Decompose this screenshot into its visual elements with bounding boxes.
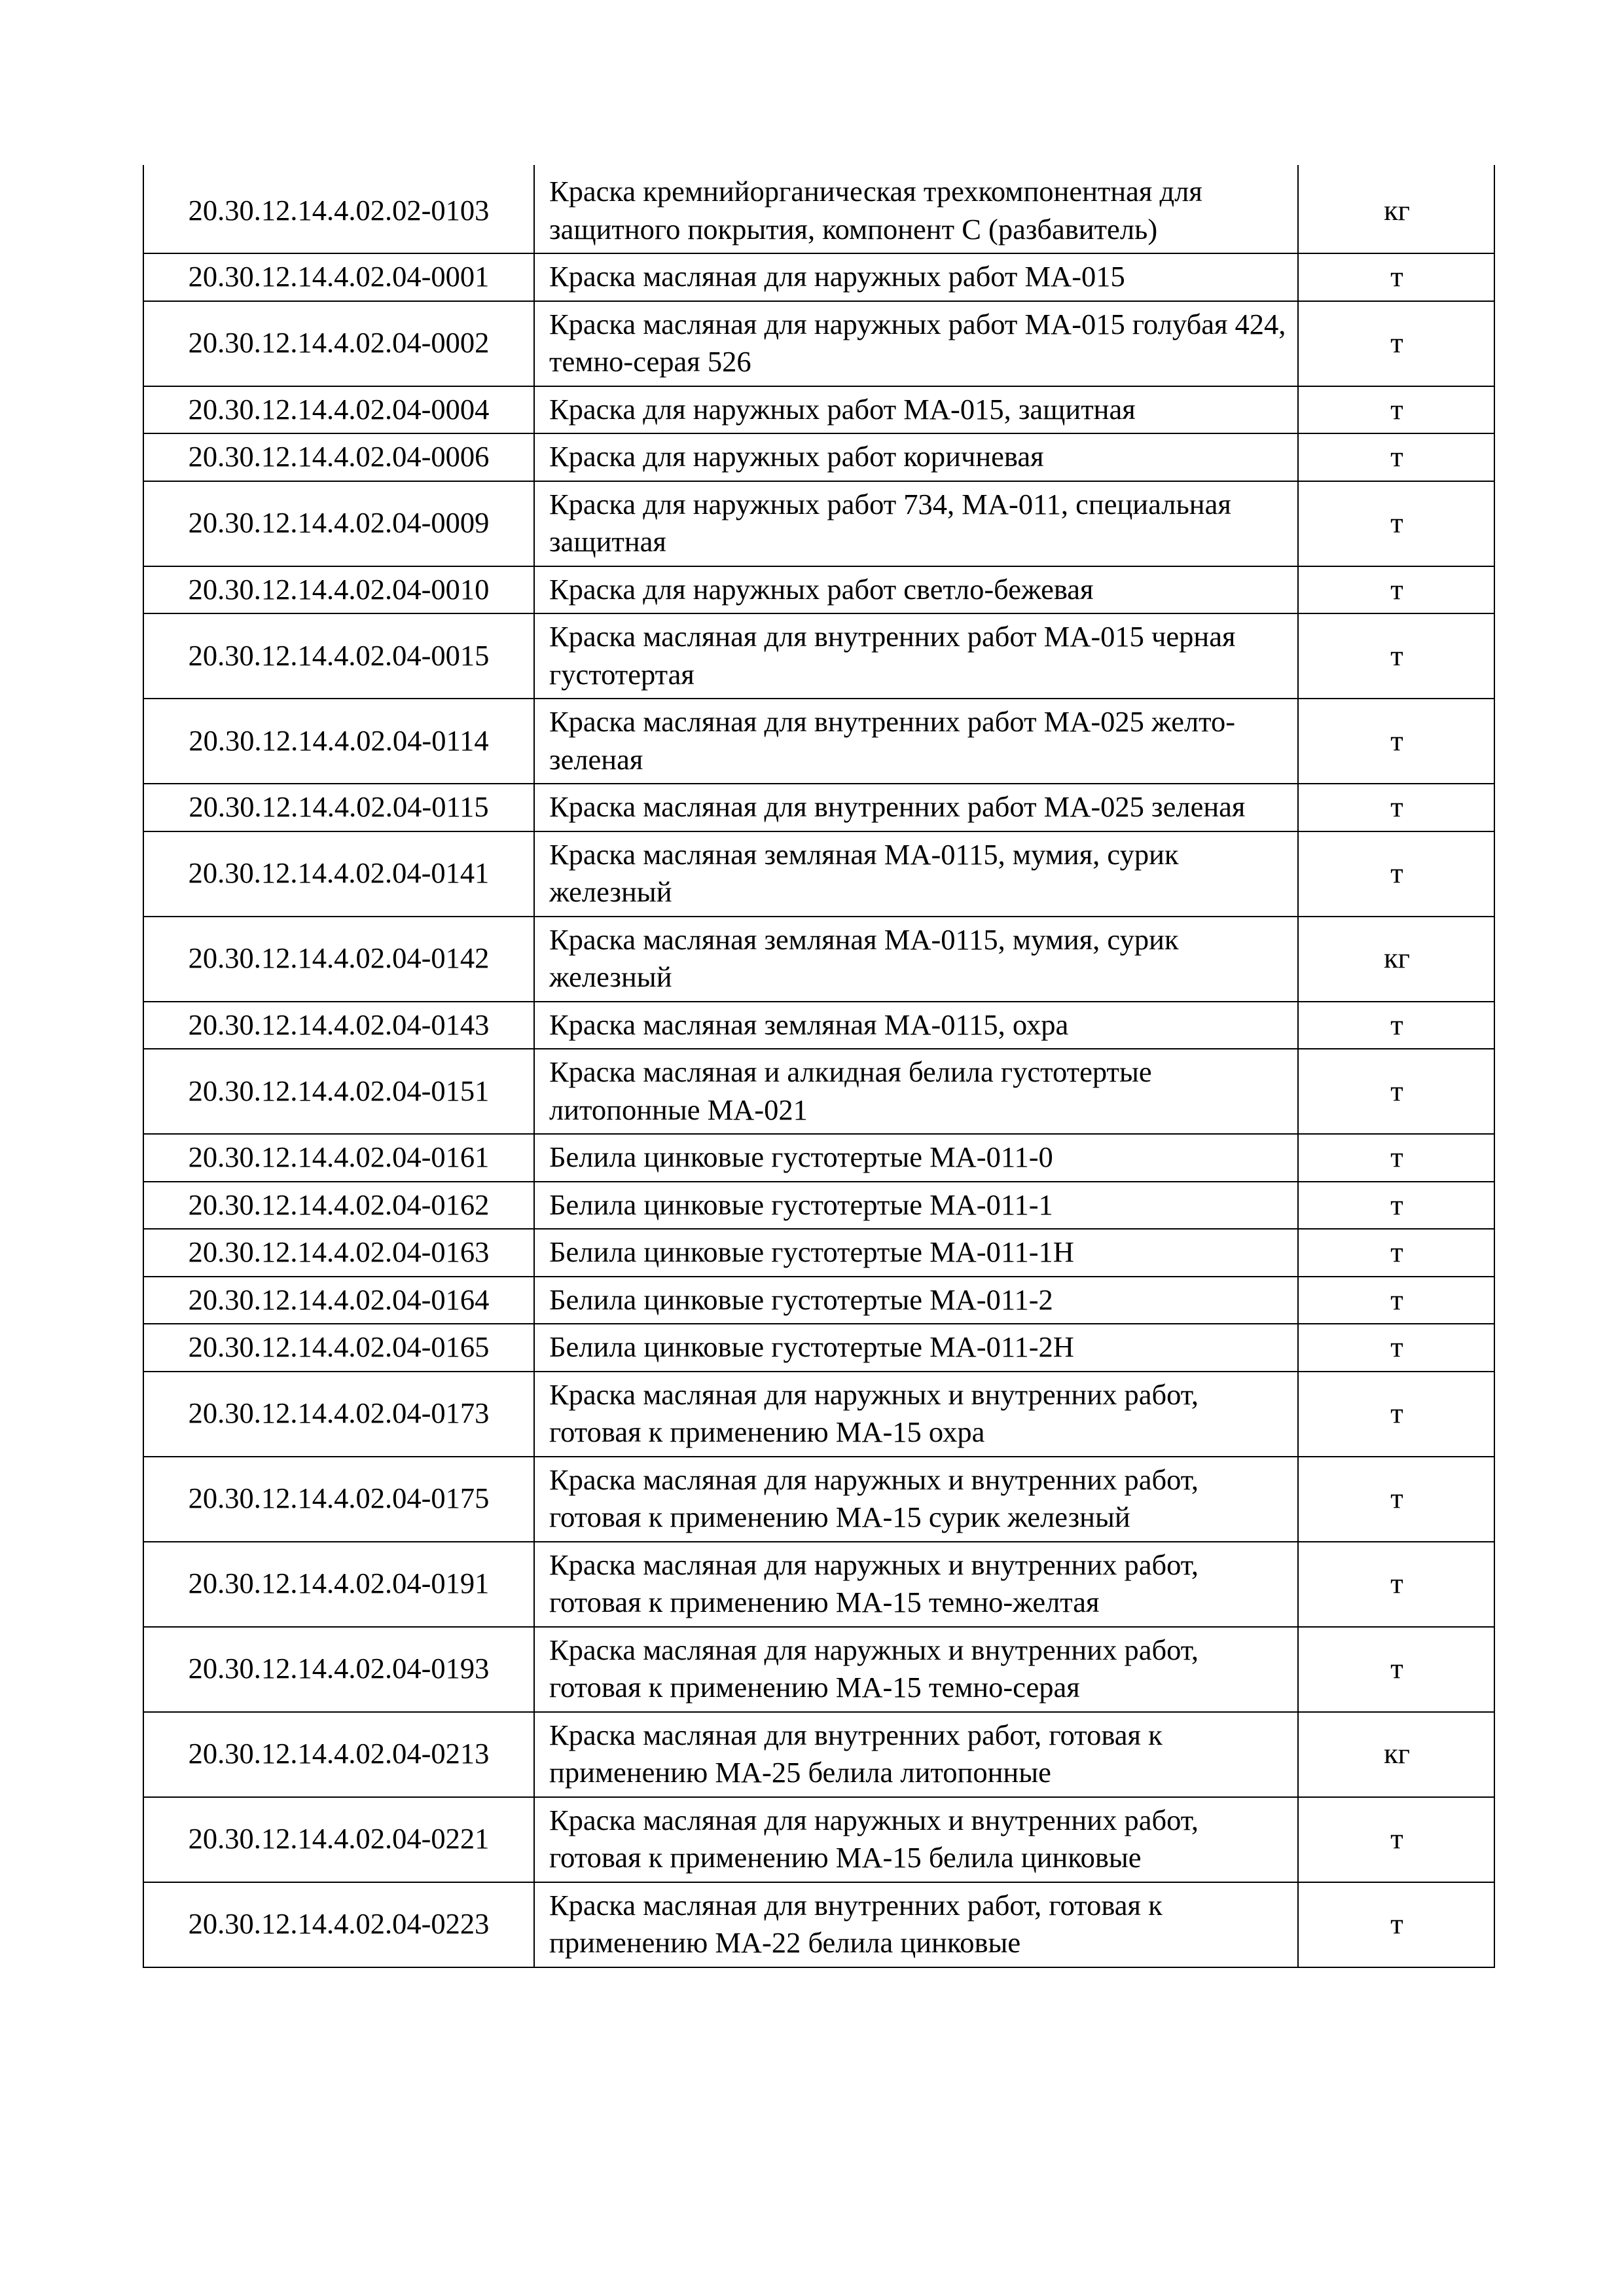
resource-code: 20.30.12.14.4.02.04-0015 (143, 613, 534, 699)
resource-code: 20.30.12.14.4.02.04-0143 (143, 1002, 534, 1049)
resource-name: Краска масляная для наружных работ МА-015 (534, 253, 1298, 301)
unit-of-measure: т (1298, 1542, 1494, 1627)
table-body (143, 165, 1494, 1967)
table-row (143, 1712, 1494, 1797)
unit-of-measure: т (1298, 1049, 1494, 1134)
resource-name: Белила цинковые густотертые МА-011-0 (534, 1134, 1298, 1182)
resource-code: 20.30.12.14.4.02.04-0213 (143, 1712, 534, 1797)
resource-code: 20.30.12.14.4.02.04-0115 (143, 784, 534, 831)
resource-name: Краска для наружных работ светло-бежевая (534, 566, 1298, 614)
resource-name: Белила цинковые густотертые МА-011-2 (534, 1277, 1298, 1324)
table-row (143, 566, 1494, 614)
unit-of-measure: т (1298, 566, 1494, 614)
table-row (143, 1797, 1494, 1882)
unit-of-measure: т (1298, 1797, 1494, 1882)
unit-of-measure: т (1298, 1002, 1494, 1049)
resource-name: Краска масляная для внутренних работ МА-015 черная густотертая (534, 613, 1298, 699)
resource-catalog-table (143, 165, 1495, 1968)
unit-of-measure: т (1298, 1457, 1494, 1542)
table-row (143, 1182, 1494, 1230)
resource-name: Краска масляная для наружных работ МА-015 голубая 424, темно-серая 526 (534, 301, 1298, 386)
resource-code: 20.30.12.14.4.02.04-0114 (143, 699, 534, 784)
unit-of-measure: т (1298, 1277, 1494, 1324)
unit-of-measure: т (1298, 433, 1494, 481)
resource-code: 20.30.12.14.4.02.04-0001 (143, 253, 534, 301)
resource-name: Краска масляная для наружных и внутренних работ, готовая к применению МА-15 охра (534, 1372, 1298, 1457)
table-row (143, 386, 1494, 434)
unit-of-measure: т (1298, 699, 1494, 784)
resource-name: Краска масляная для наружных и внутренних работ, готовая к применению МА-15 темно-желтая (534, 1542, 1298, 1627)
unit-of-measure: т (1298, 1882, 1494, 1967)
unit-of-measure: кг (1298, 917, 1494, 1002)
resource-code: 20.30.12.14.4.02.04-0006 (143, 433, 534, 481)
table-row (143, 1277, 1494, 1324)
resource-code: 20.30.12.14.4.02.04-0221 (143, 1797, 534, 1882)
table-row (143, 917, 1494, 1002)
unit-of-measure: т (1298, 301, 1494, 386)
table-row (143, 1372, 1494, 1457)
resource-name: Краска масляная земляная МА-0115, охра (534, 1002, 1298, 1049)
unit-of-measure: т (1298, 831, 1494, 917)
unit-of-measure: т (1298, 386, 1494, 434)
table-row (143, 253, 1494, 301)
resource-name: Краска масляная для внутренних работ МА-025 зеленая (534, 784, 1298, 831)
table-row (143, 1049, 1494, 1134)
resource-code: 20.30.12.14.4.02.04-0165 (143, 1324, 534, 1372)
resource-name: Краска масляная земляная МА-0115, мумия, сурик железный (534, 831, 1298, 917)
table-row (143, 481, 1494, 566)
resource-name: Белила цинковые густотертые МА-011-1 (534, 1182, 1298, 1230)
unit-of-measure: т (1298, 613, 1494, 699)
resource-name: Краска масляная для наружных и внутренних работ, готовая к применению МА-15 сурик железный (534, 1457, 1298, 1542)
resource-code: 20.30.12.14.4.02.04-0151 (143, 1049, 534, 1134)
table-row (143, 1134, 1494, 1182)
resource-code: 20.30.12.14.4.02.04-0004 (143, 386, 534, 434)
resource-name: Краска масляная для внутренних работ МА-025 желто-зеленая (534, 699, 1298, 784)
unit-of-measure: т (1298, 1324, 1494, 1372)
table-row (143, 1324, 1494, 1372)
table-row (143, 1229, 1494, 1277)
resource-code: 20.30.12.14.4.02.04-0175 (143, 1457, 534, 1542)
resource-name: Краска масляная для наружных и внутренних работ, готовая к применению МА-15 темно-серая (534, 1627, 1298, 1712)
resource-name: Белила цинковые густотертые МА-011-2Н (534, 1324, 1298, 1372)
resource-code: 20.30.12.14.4.02.04-0223 (143, 1882, 534, 1967)
resource-code: 20.30.12.14.4.02.04-0173 (143, 1372, 534, 1457)
unit-of-measure: т (1298, 1134, 1494, 1182)
resource-name: Краска масляная земляная МА-0115, мумия, сурик железный (534, 917, 1298, 1002)
unit-of-measure: т (1298, 1229, 1494, 1277)
resource-code: 20.30.12.14.4.02.04-0010 (143, 566, 534, 614)
unit-of-measure: т (1298, 1182, 1494, 1230)
table-row (143, 1002, 1494, 1049)
table-row (143, 1882, 1494, 1967)
resource-name: Краска кремнийорганическая трехкомпонентная для защитного покрытия, компонент С (разбавитель) (534, 165, 1298, 253)
table-row (143, 831, 1494, 917)
resource-code: 20.30.12.14.4.02.02-0103 (143, 165, 534, 253)
resource-name: Краска масляная для наружных и внутренних работ, готовая к применению МА-15 белила цинковые (534, 1797, 1298, 1882)
resource-code: 20.30.12.14.4.02.04-0161 (143, 1134, 534, 1182)
unit-of-measure: кг (1298, 1712, 1494, 1797)
resource-code: 20.30.12.14.4.02.04-0141 (143, 831, 534, 917)
resource-name: Краска масляная для внутренних работ, готовая к применению МА-25 белила литопонные (534, 1712, 1298, 1797)
unit-of-measure: кг (1298, 165, 1494, 253)
table-row (143, 433, 1494, 481)
table-row (143, 165, 1494, 253)
resource-name: Краска для наружных работ МА-015, защитная (534, 386, 1298, 434)
resource-code: 20.30.12.14.4.02.04-0164 (143, 1277, 534, 1324)
resource-name: Краска масляная и алкидная белила густотертые литопонные МА-021 (534, 1049, 1298, 1134)
table-row (143, 301, 1494, 386)
resource-code: 20.30.12.14.4.02.04-0009 (143, 481, 534, 566)
unit-of-measure: т (1298, 481, 1494, 566)
resource-name: Краска для наружных работ коричневая (534, 433, 1298, 481)
table-row (143, 784, 1494, 831)
resource-code: 20.30.12.14.4.02.04-0191 (143, 1542, 534, 1627)
resource-code: 20.30.12.14.4.02.04-0193 (143, 1627, 534, 1712)
unit-of-measure: т (1298, 784, 1494, 831)
resource-code: 20.30.12.14.4.02.04-0163 (143, 1229, 534, 1277)
unit-of-measure: т (1298, 253, 1494, 301)
resource-name: Краска для наружных работ 734, МА-011, специальная защитная (534, 481, 1298, 566)
table-row (143, 699, 1494, 784)
table-row (143, 1627, 1494, 1712)
unit-of-measure: т (1298, 1627, 1494, 1712)
table-row (143, 1457, 1494, 1542)
resource-code: 20.30.12.14.4.02.04-0162 (143, 1182, 534, 1230)
table-row (143, 613, 1494, 699)
table-row (143, 1542, 1494, 1627)
resource-code: 20.30.12.14.4.02.04-0002 (143, 301, 534, 386)
resource-code: 20.30.12.14.4.02.04-0142 (143, 917, 534, 1002)
resource-name: Краска масляная для внутренних работ, готовая к применению МА-22 белила цинковые (534, 1882, 1298, 1967)
resource-name: Белила цинковые густотертые МА-011-1Н (534, 1229, 1298, 1277)
unit-of-measure: т (1298, 1372, 1494, 1457)
